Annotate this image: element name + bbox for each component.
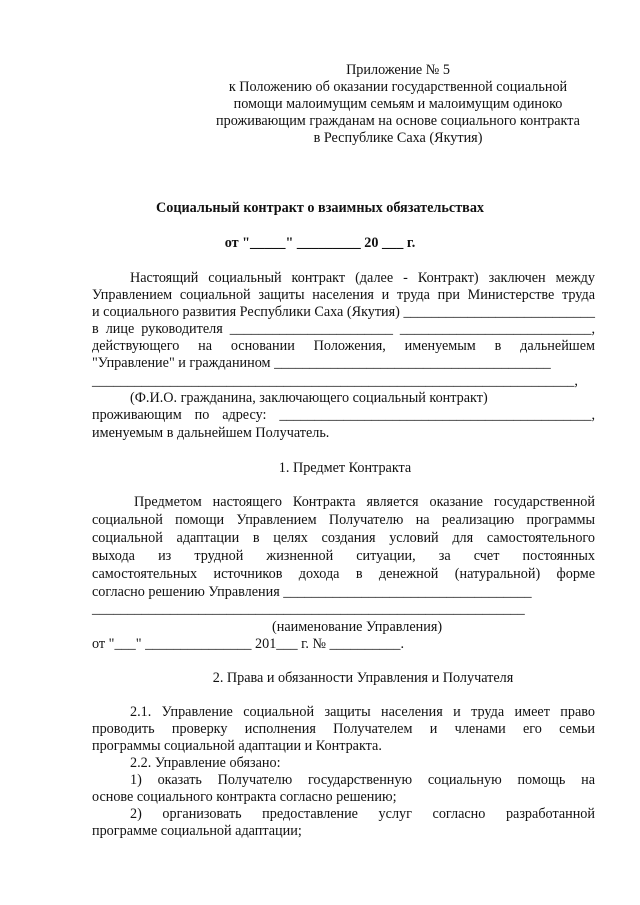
intro-line: и социального развития Республики Саха (Якутия) ___________________________ xyxy=(92,304,595,320)
document-title: Социальный контракт о взаимных обязательствах xyxy=(155,200,485,216)
intro-line: в лице руководителя _______________________ ___________________________, xyxy=(92,321,595,337)
section1-hint: (наименование Управления) xyxy=(272,619,443,635)
section1-line: социальной адаптации в целях создания условий для самостоятельного xyxy=(92,530,595,546)
section2-line: 1) оказать Получателю государственную социальную помощь на xyxy=(130,772,595,788)
intro-line: "Управление" и гражданином _______________________________________ xyxy=(92,355,551,371)
section1-line: согласно решению Управления ___________________________________ xyxy=(92,584,532,600)
section-heading: 2. Права и обязанности Управления и Получателя xyxy=(212,670,514,686)
intro-line: проживающим по адресу: ____________________________________________, xyxy=(92,407,595,423)
section1-line: самостоятельных источников дохода в денежной (натуральной) форме xyxy=(92,566,595,582)
section2-line: проводить проверку исполнения Получателем и членами его семьи xyxy=(92,721,595,737)
intro-line: Настоящий социальный контракт (далее - Контракт) заключен между xyxy=(130,270,595,286)
section2-line: основе социального контракта согласно решению; xyxy=(92,789,397,805)
section2-line: 2.2. Управление обязано: xyxy=(130,755,281,771)
section2-line: 2.1. Управление социальной защиты населения и труда имеет право xyxy=(130,704,595,720)
section1-line: _____________________________________________________________ xyxy=(92,601,525,617)
section2-line: программе социальной адаптации; xyxy=(92,823,302,839)
intro-hint: (Ф.И.О. гражданина, заключающего социальный контракт) xyxy=(130,390,488,406)
section1-line: Предметом настоящего Контракта является оказание государственной xyxy=(134,494,595,510)
section-heading: 1. Предмет Контракта xyxy=(278,460,412,476)
appendix-line: к Положению об оказании государственной социальной xyxy=(228,79,568,95)
intro-line: ____________________________________________________________________, xyxy=(92,373,578,389)
section1-line: выхода из трудной жизненной ситуации, за счет постоянных xyxy=(92,548,595,564)
intro-line: действующего на основании Положения, именуемым в дальнейшем xyxy=(92,338,595,354)
intro-line: именуемым в дальнейшем Получатель. xyxy=(92,425,330,441)
section1-line: социальной помощи Управлением Получателю на реализацию программы xyxy=(92,512,595,528)
section1-line: от "___" _______________ 201___ г. № __________. xyxy=(92,636,405,652)
appendix-number: Приложение № 5 xyxy=(346,62,450,78)
appendix-line: проживающим гражданам на основе социального контракта xyxy=(216,113,580,129)
date-line: от "_____" _________ 20 ___ г. xyxy=(224,235,416,251)
intro-line: Управлением социальной защиты населения и труда при Министерстве труда xyxy=(92,287,595,303)
appendix-line: в Республике Саха (Якутия) xyxy=(313,130,483,146)
section2-line: 2) организовать предоставление услуг согласно разработанной xyxy=(130,806,595,822)
appendix-line: помощи малоимущим семьям и малоимущим одиноко xyxy=(233,96,563,112)
section2-line: программы социальной адаптации и Контракта. xyxy=(92,738,382,754)
